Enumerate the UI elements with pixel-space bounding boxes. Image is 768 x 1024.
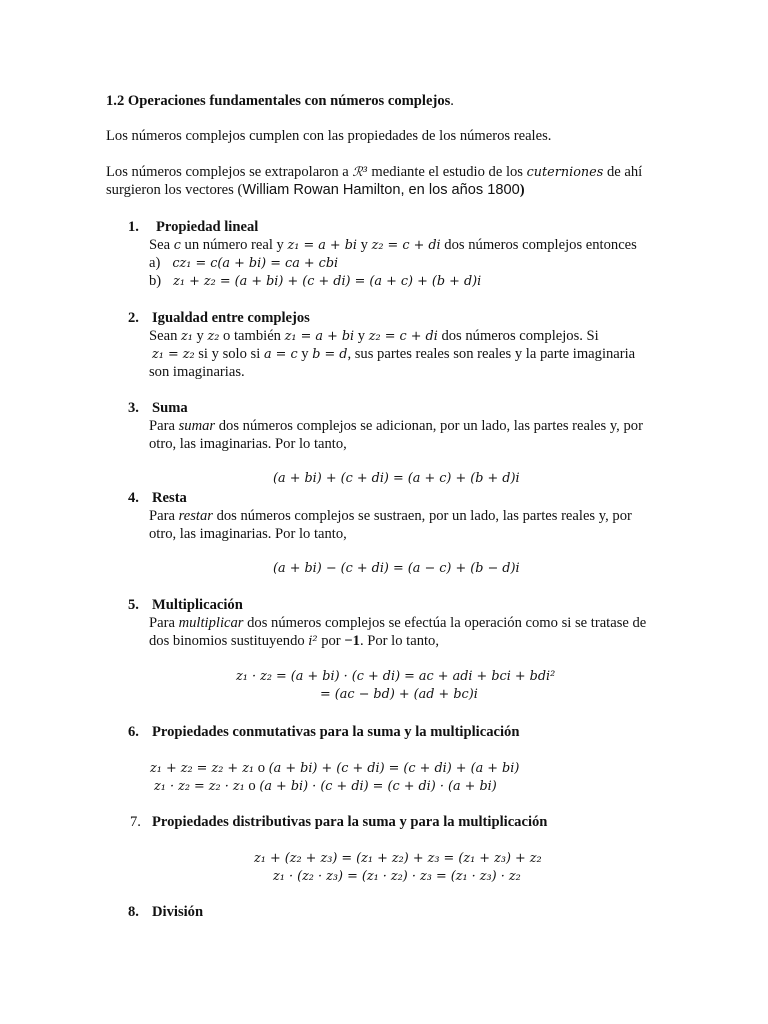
item-2-line-2: z₁ = z₂ si y solo si a = c y b = d, sus partes reales son reales y la parte imaginaria — [152, 346, 636, 362]
item-number: 1. — [128, 219, 139, 235]
item-4-line-2: otro, las imaginarias. Por lo tanto, — [149, 526, 347, 542]
equation-multiplicacion-2: = (ac − bd) + (ad + bc)i — [320, 687, 478, 702]
hamilton-reference: William Rowan Hamilton, en los años 1800 — [242, 182, 520, 198]
item-title-multiplicacion: Multiplicación — [152, 597, 243, 613]
equation-multiplicacion-1: z₁ · z₂ = (a + bi) · (c + di) = ac + adi + bci + bdi² — [236, 669, 556, 684]
equation-resta: (a + bi) − (c + di) = (a − c) + (b − d)i — [273, 561, 520, 576]
item-title-resta: Resta — [152, 490, 187, 506]
item-2-line-3: son imaginarias. — [149, 364, 245, 380]
equation-distributiva-multiplicacion: z₁ · (z₂ · z₃) = (z₁ · z₂) · z₃ = (z₁ · z₃) · z₂ — [273, 869, 521, 884]
item-1-line-a: a) cz₁ = c(a + bi) = ca + cbi — [149, 255, 339, 271]
equation-conmutativa-suma: z₁ + z₂ = z₂ + z₁ o (a + bi) + (c + di) = (c + di) + (a + bi) — [150, 760, 520, 776]
intro-paragraph-2-line-2: surgieron los vectores (William Rowan Hamilton, en los años 1800) — [106, 182, 525, 198]
item-title-division: División — [152, 904, 204, 920]
item-number: 6. — [128, 724, 139, 740]
item-title-propiedad-lineal: Propiedad lineal — [156, 219, 259, 235]
intro-paragraph-1: Los números complejos cumplen con las propiedades de los números reales. — [106, 128, 552, 144]
equation-distributiva-suma: z₁ + (z₂ + z₃) = (z₁ + z₂) + z₃ = (z₁ + z₃) + z₂ — [254, 851, 542, 866]
section-heading — [106, 92, 454, 110]
section-title: 1.2 Operaciones fundamentales con números complejos — [106, 93, 451, 109]
item-title-suma: Suma — [152, 400, 188, 416]
item-2-line-1: Sean z₁ y z₂ o también z₁ = a + bi y z₂ = c + di dos números complejos. Si — [149, 328, 599, 344]
item-title-igualdad: Igualdad entre complejos — [152, 310, 310, 326]
item-3-line-2: otro, las imaginarias. Por lo tanto, — [149, 436, 347, 452]
item-number: 4. — [128, 490, 139, 506]
item-4-line-1: Para restar dos números complejos se sustraen, por un lado, las partes reales y, por — [149, 508, 632, 524]
item-number: 7. — [130, 814, 141, 830]
math-r3: ℛ³ — [352, 165, 368, 180]
item-5-line-1: Para multiplicar dos números complejos se efectúa la operación como si se tratase de — [149, 615, 647, 631]
item-number: 8. — [128, 904, 139, 920]
equation-suma: (a + bi) + (c + di) = (a + c) + (b + d)i — [273, 471, 520, 486]
section-period: . — [450, 93, 454, 109]
equation-conmutativa-multiplicacion: z₁ · z₂ = z₂ · z₁ o (a + bi) · (c + di) = (c + di) · (a + bi) — [154, 778, 497, 794]
item-number: 2. — [128, 310, 139, 326]
item-title-conmutativas: Propiedades conmutativas para la suma y la multiplicación — [152, 724, 520, 740]
item-number: 3. — [128, 400, 139, 416]
item-number: 5. — [128, 597, 139, 613]
intro-paragraph-2-line-1: Los números complejos se extrapolaron a ℛ³ mediante el estudio de los cuterniones de ahí — [106, 164, 643, 180]
item-1-line-1: Sea c un número real y z₁ = a + bi y z₂ = c + di dos números complejos entonces — [149, 237, 637, 253]
item-3-line-1: Para sumar dos números complejos se adicionan, por un lado, las partes reales y, por — [149, 418, 643, 434]
item-5-line-2: dos binomios sustituyendo i² por −1. Por lo tanto, — [149, 633, 440, 649]
item-title-distributivas: Propiedades distributivas para la suma y para la multiplicación — [152, 814, 548, 830]
item-1-line-b: b) z₁ + z₂ = (a + bi) + (c + di) = (a + c) + (b + d)i — [149, 273, 482, 289]
math-cuterniones: cuterniones — [526, 165, 604, 180]
